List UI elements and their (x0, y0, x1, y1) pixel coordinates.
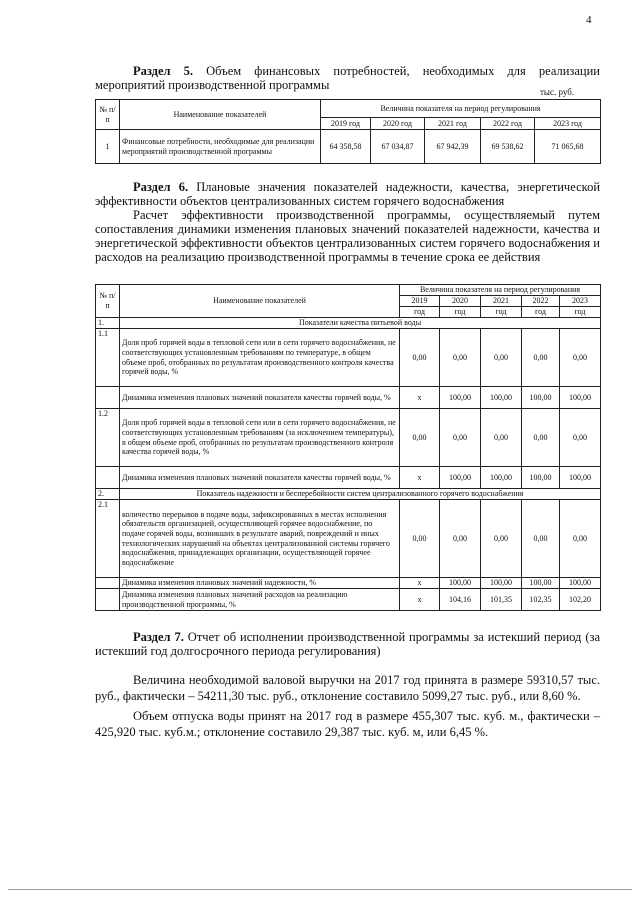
section5-table (95, 99, 601, 164)
table-row (96, 130, 601, 164)
section6-title-label: Раздел 6. (133, 180, 189, 194)
s6-r11-num: 1.1 (96, 329, 120, 387)
s6-year-word: год (522, 307, 560, 318)
s5-row-name: Финансовые потребности, необходимые для реализации мероприятий производственной программы (120, 130, 321, 164)
s6-year-word: год (481, 307, 522, 318)
section7-paragraph-revenue: Величина необходимой валовой выручки на 2017 год принята в размере 59310,57 тыс. руб., фактически – 54211,30 тыс. руб., отклонение составило 5099,27 тыс. руб., или 8,60 %. (95, 673, 600, 703)
section7-paragraph-volume: Объем отпуска воды принят на 2017 год в размере 455,307 тыс. куб. м., фактически – 425,920 тыс. куб.м.; отклонение составило 29,387 тыс. куб. м, или 6,45 %. (95, 709, 600, 739)
s6-r12-v0: 0,00 (400, 409, 440, 467)
section5-unit: тыс. руб. (540, 87, 575, 97)
s6-year-word: год (560, 307, 601, 318)
s6-r12d-v1: 100,00 (440, 467, 481, 489)
section5-title-label: Раздел 5. (133, 64, 194, 78)
s5-year-2023: 2023 год (535, 118, 601, 130)
s5-row-2023: 71 065,68 (535, 130, 601, 164)
table-row (96, 578, 601, 589)
s6-year-2021: 2021 (481, 296, 522, 307)
section7-title-text: Отчет об исполнении производственной программы за истекший период (за истекший год долгосрочного периода регулирования) (95, 630, 600, 658)
s5-header-num: № п/п (96, 100, 120, 130)
s6-year-2020: 2020 (440, 296, 481, 307)
s6-r21-name: количество перерывов в подаче воды, зафиксированных в местах исполнения обязательств организацией, осуществляющей горячее водоснабжение, по подаче горячей воды, возникших в результате аварий, повреждений и иных технологических нарушений на объектах централизованной системы горячего водоснабжения, принадлежащих организации, осуществляющей горячее водоснабжение (120, 500, 400, 578)
s6-r21-v4: 0,00 (560, 500, 601, 578)
section5-title-text: Объем финансовых потребностей, необходимых для реализации мероприятий производственной программы (95, 64, 600, 92)
s5-row-2019: 64 358,58 (321, 130, 371, 164)
s6-r12d-v4: 100,00 (560, 467, 601, 489)
s5-year-2020: 2020 год (371, 118, 425, 130)
s6-r21d-v4: 100,00 (560, 578, 601, 589)
s5-year-2019: 2019 год (321, 118, 371, 130)
s6-r12d-v2: 100,00 (481, 467, 522, 489)
s6-year-word: год (400, 307, 440, 318)
s6-year-word: год (440, 307, 481, 318)
section6-paragraph: Расчет эффективности производственной программы, осуществляемый путем сопоставления динамики изменения плановых значений показателей надежности, качества и энергетической эффективности объектов централизованных систем горячего водоснабжения и расходов на реализацию производственной программы в течение срока ее действия (95, 208, 600, 264)
table-row (96, 387, 601, 409)
s6-r21e-v2: 101,35 (481, 589, 522, 611)
s6-r11d-v1: 100,00 (440, 387, 481, 409)
s6-r21-v0: 0,00 (400, 500, 440, 578)
s6-year-2022: 2022 (522, 296, 560, 307)
section6-table (95, 284, 601, 611)
s6-r21e-v4: 102,20 (560, 589, 601, 611)
s5-row-2022: 69 538,62 (481, 130, 535, 164)
s6-r12d-name: Динамика изменения плановых значений показателя качества горячей воды, % (120, 467, 400, 489)
s6-r21d-v0: х (400, 578, 440, 589)
s6-r11-name: Доля проб горячей воды в тепловой сети или в сети горячего водоснабжения, не соответствующих установленным требованиям по температуре, в общем объеме проб, отобранных по результатам производственного контроля качества горячей воды, % (120, 329, 400, 387)
s6-r11-v2: 0,00 (481, 329, 522, 387)
page-number: 4 (586, 14, 592, 26)
s6-r21d-v3: 100,00 (522, 578, 560, 589)
s6-group1-num: 1. (96, 318, 120, 329)
s6-r12d-v3: 100,00 (522, 467, 560, 489)
s6-r21-v1: 0,00 (440, 500, 481, 578)
s6-r21d-v1: 100,00 (440, 578, 481, 589)
s6-r11-v0: 0,00 (400, 329, 440, 387)
s6-header-value: Величина показателя на период регулирования (400, 285, 601, 296)
s5-row-2021: 67 942,39 (425, 130, 481, 164)
table-row (96, 589, 601, 611)
s6-header-name: Наименование показателей (120, 285, 400, 318)
s6-r11d-name: Динамика изменения плановых значений показателя качества горячей воды, % (120, 387, 400, 409)
s6-r11-v3: 0,00 (522, 329, 560, 387)
footer-divider (8, 889, 632, 890)
s6-r21e-v0: х (400, 589, 440, 611)
table-row (96, 409, 601, 467)
s5-year-2022: 2022 год (481, 118, 535, 130)
s6-r12-num: 1.2 (96, 409, 120, 467)
s6-r21d-name: Динамика изменения плановых значений надежности, % (120, 578, 400, 589)
s6-r11d-v3: 100,00 (522, 387, 560, 409)
s6-r21e-v3: 102,35 (522, 589, 560, 611)
s6-r21-v3: 0,00 (522, 500, 560, 578)
s6-r11d-v0: х (400, 387, 440, 409)
s6-r11-v1: 0,00 (440, 329, 481, 387)
s6-r12-name: Доля проб горячей воды в тепловой сети или в сети горячего водоснабжения, не соответствующих установленным требованиям (за исключением температуры), в общем объеме проб, отобранных по результатам производственного контроля качества горячей воды, % (120, 409, 400, 467)
s6-r11-v4: 0,00 (560, 329, 601, 387)
table-row (96, 500, 601, 578)
s6-r12-v2: 0,00 (481, 409, 522, 467)
s6-r12-v4: 0,00 (560, 409, 601, 467)
section5-heading (95, 64, 600, 92)
s6-year-2019: 2019 (400, 296, 440, 307)
table-row (96, 318, 601, 329)
s6-header-num: № п/п (96, 285, 120, 318)
section6-title-text: Плановые значения показателей надежности, качества, энергетической эффективности объектов централизованных систем горячего водоснабжения (95, 180, 601, 208)
section6-heading (95, 180, 600, 264)
s6-group2-num: 2. (96, 489, 120, 500)
s6-r12d-v0: х (400, 467, 440, 489)
s6-r21-num: 2.1 (96, 500, 120, 578)
s5-header-value: Величина показателя на период регулирования (321, 100, 601, 118)
s6-group1-title: Показатели качества питьевой воды (120, 318, 601, 329)
s6-r12-v1: 0,00 (440, 409, 481, 467)
s6-r11d-v2: 100,00 (481, 387, 522, 409)
section7-heading (95, 630, 600, 658)
s6-r12-v3: 0,00 (522, 409, 560, 467)
table-row (96, 489, 601, 500)
table-row (96, 467, 601, 489)
s5-header-name: Наименование показателей (120, 100, 321, 130)
s5-row-num: 1 (96, 130, 120, 164)
section7-body (95, 672, 600, 740)
s6-group2-title: Показатель надежности и бесперебойности систем централизованного горячего водоснабжения (120, 489, 601, 500)
s5-row-2020: 67 034,87 (371, 130, 425, 164)
s5-year-2021: 2021 год (425, 118, 481, 130)
s6-r21e-v1: 104,16 (440, 589, 481, 611)
section7-title-label: Раздел 7. (133, 630, 184, 644)
table-row (96, 329, 601, 387)
s6-r21-v2: 0,00 (481, 500, 522, 578)
s6-r21d-v2: 100,00 (481, 578, 522, 589)
s6-r21e-name: Динамика изменения плановых значений расходов на реализацию производственной программы, % (120, 589, 400, 611)
s6-r11d-v4: 100,00 (560, 387, 601, 409)
s6-year-2023: 2023 (560, 296, 601, 307)
